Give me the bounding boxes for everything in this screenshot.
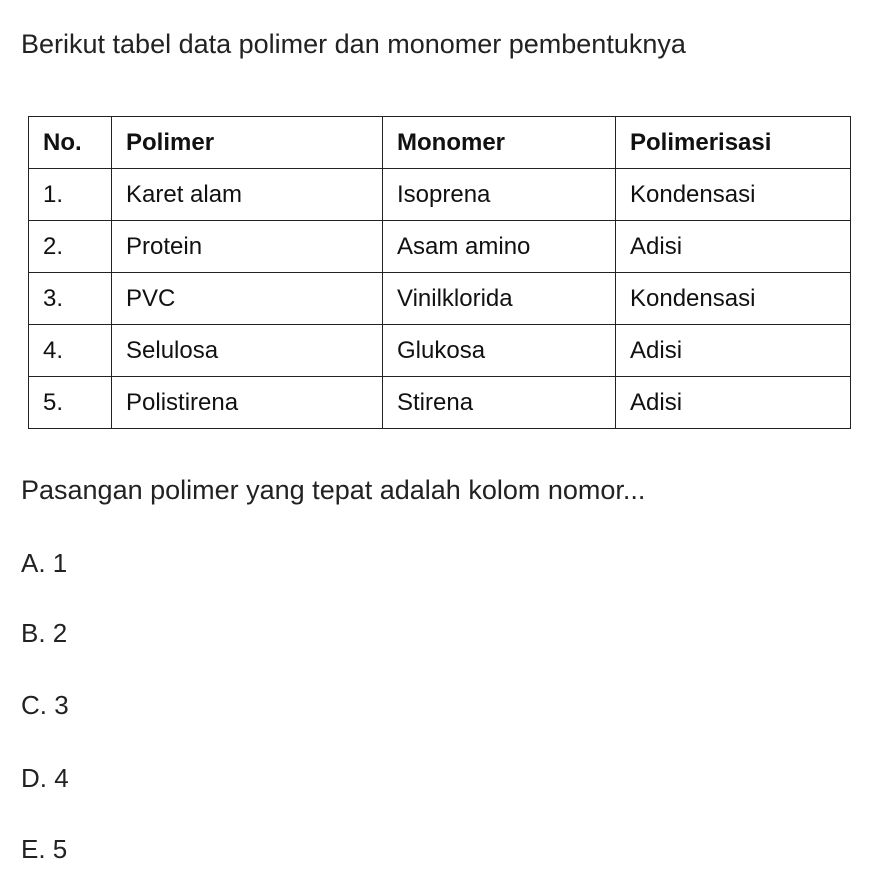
- cell-no: 5.: [29, 377, 112, 429]
- header-no: No.: [29, 117, 112, 169]
- cell-no: 4.: [29, 325, 112, 377]
- cell-polimer: Karet alam: [112, 169, 383, 221]
- cell-polimer: Polistirena: [112, 377, 383, 429]
- table-row: [29, 377, 851, 429]
- cell-polimerisasi: Adisi: [616, 325, 851, 377]
- table-header-row: [29, 117, 851, 169]
- header-polimerisasi: Polimerisasi: [616, 117, 851, 169]
- header-polimer: Polimer: [112, 117, 383, 169]
- cell-monomer: Asam amino: [383, 221, 616, 273]
- table-row: [29, 169, 851, 221]
- option-a[interactable]: A. 1: [21, 548, 68, 578]
- cell-monomer: Stirena: [383, 377, 616, 429]
- cell-no: 2.: [29, 221, 112, 273]
- option-c[interactable]: C. 3: [21, 690, 69, 720]
- cell-polimer: PVC: [112, 273, 383, 325]
- cell-monomer: Isoprena: [383, 169, 616, 221]
- cell-polimerisasi: Adisi: [616, 221, 851, 273]
- question-text: Pasangan polimer yang tepat adalah kolom nomor...: [21, 475, 646, 505]
- header-monomer: Monomer: [383, 117, 616, 169]
- table-row: [29, 273, 851, 325]
- cell-polimerisasi: Kondensasi: [616, 169, 851, 221]
- table-row: [29, 325, 851, 377]
- cell-polimer: Protein: [112, 221, 383, 273]
- table-row: [29, 221, 851, 273]
- cell-no: 1.: [29, 169, 112, 221]
- cell-monomer: Vinilklorida: [383, 273, 616, 325]
- cell-monomer: Glukosa: [383, 325, 616, 377]
- cell-no: 3.: [29, 273, 112, 325]
- intro-text: Berikut tabel data polimer dan monomer pembentuknya: [21, 29, 686, 59]
- cell-polimer: Selulosa: [112, 325, 383, 377]
- polymer-table: [28, 116, 851, 429]
- option-e[interactable]: E. 5: [21, 834, 68, 864]
- option-b[interactable]: B. 2: [21, 618, 68, 648]
- cell-polimerisasi: Kondensasi: [616, 273, 851, 325]
- cell-polimerisasi: Adisi: [616, 377, 851, 429]
- option-d[interactable]: D. 4: [21, 763, 69, 793]
